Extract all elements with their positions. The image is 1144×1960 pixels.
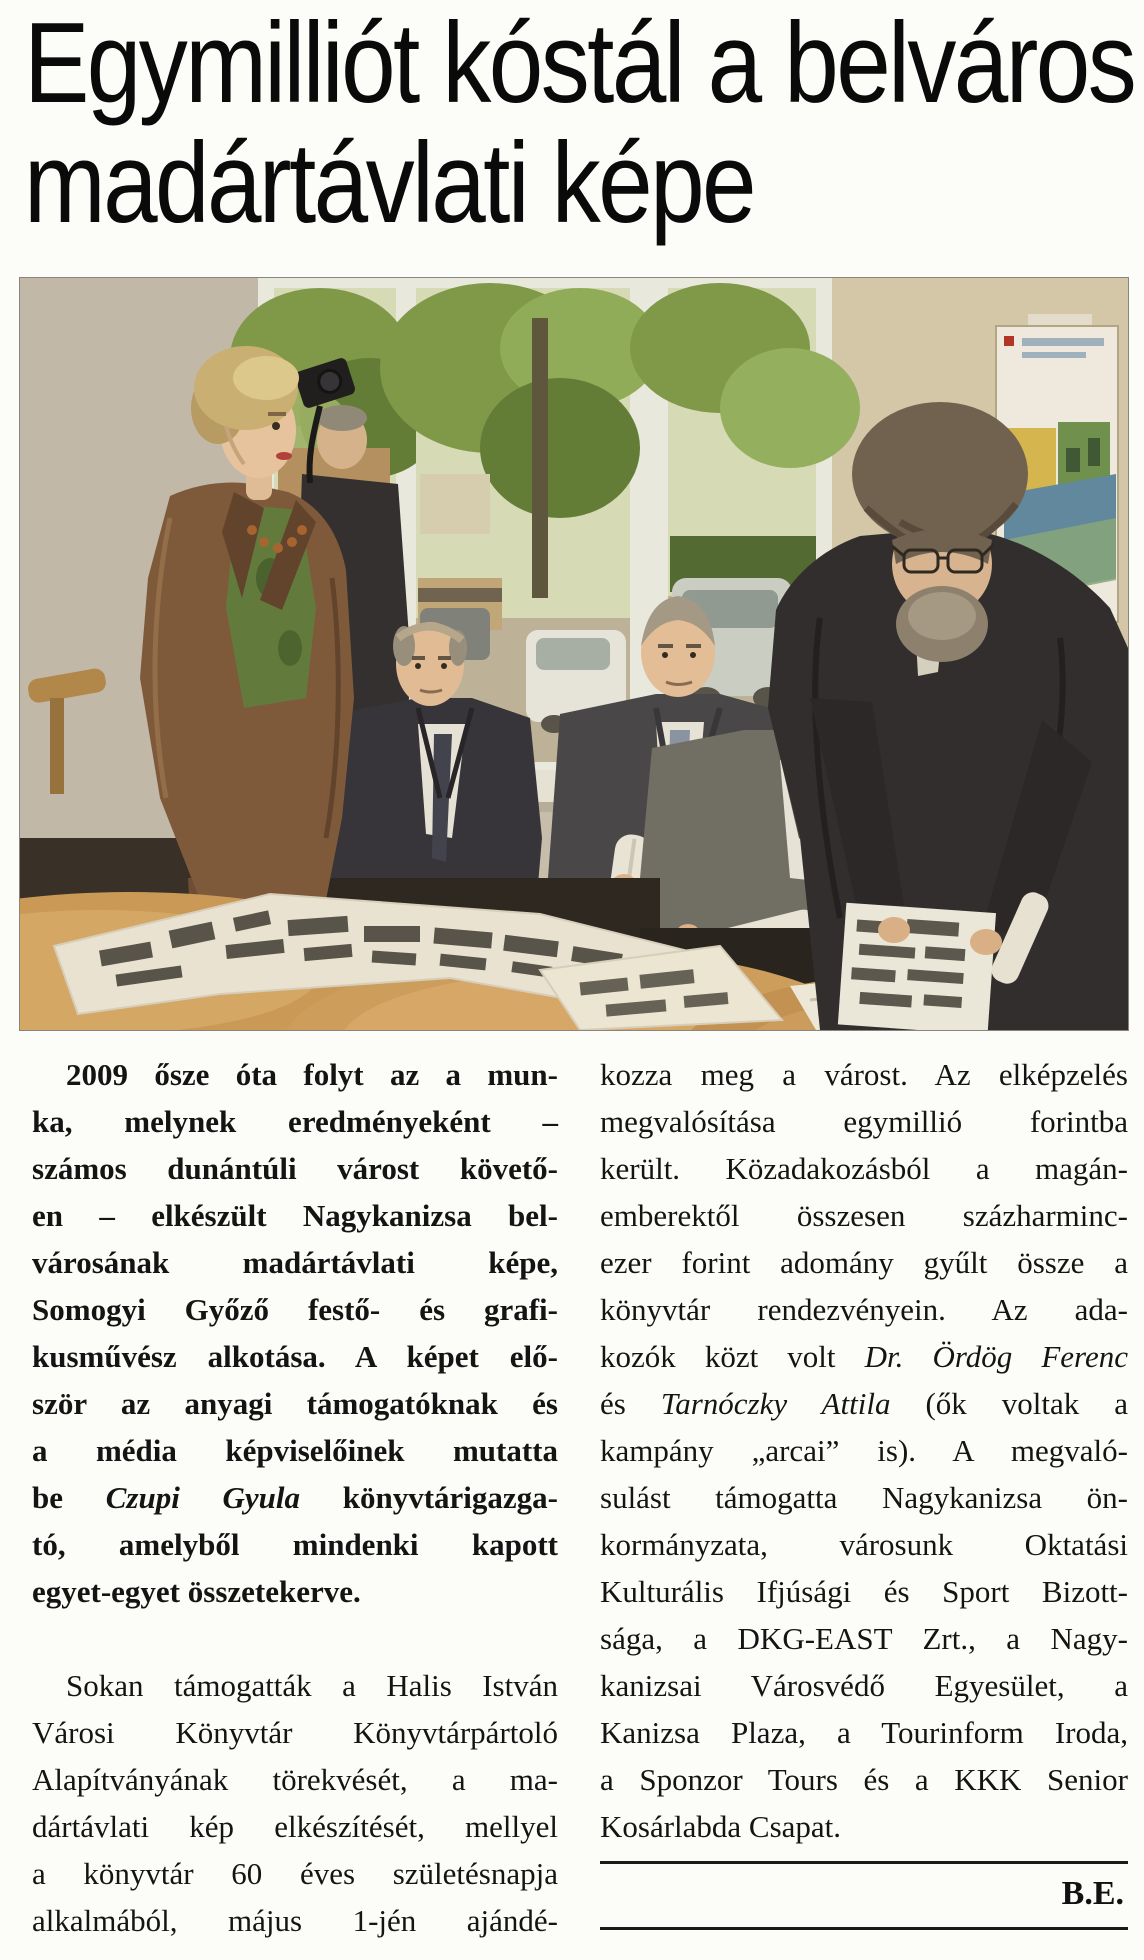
text-line: a könyvtár 60 éves születésnapja	[32, 1856, 558, 1891]
column-left	[32, 1051, 558, 1944]
text-line: került. Közadakozásból a magán-	[600, 1151, 1128, 1186]
headline-text-1: Egymilliót kóstál a belváros	[24, 0, 1135, 127]
signature-rule-bottom	[600, 1927, 1128, 1930]
column-right	[600, 1051, 1128, 1850]
text-line: 2009 ősze óta folyt az a mun-	[66, 1057, 558, 1092]
paragraph-3	[600, 1051, 1128, 1850]
text-line: Városi Könyvtár Könyvtárpártoló	[32, 1715, 558, 1750]
text-line: a média képviselőinek mutatta	[32, 1433, 558, 1468]
text-line: Kanizsa Plaza, a Tourinform Iroda,	[600, 1715, 1128, 1750]
text-line: sága, a DKG-EAST Zrt., a Nagy-	[600, 1621, 1128, 1656]
text-line: egyet-egyet összetekerve.	[32, 1574, 361, 1609]
headline-line-1	[24, 0, 1144, 127]
text-line: kozza meg a várost. Az elképzelés	[600, 1057, 1128, 1092]
text-line: ka, melynek eredményeként –	[32, 1104, 558, 1139]
text-line: ször az anyagi támogatóknak és	[32, 1386, 558, 1421]
text-line: Kosárlabda Csapat.	[600, 1809, 842, 1844]
article-photo	[20, 278, 1128, 1030]
text-line: megvalósítása egymillió forintba	[600, 1104, 1128, 1139]
text-line: emberektől összesen százharminc-	[600, 1198, 1128, 1233]
page-title	[24, 0, 1144, 247]
text-line: városának madártávlati képe,	[32, 1245, 558, 1280]
text-line: kusművész alkotása. A képet elő-	[32, 1339, 558, 1374]
text-line: a Sponzor Tours és a KKK Senior	[600, 1762, 1128, 1797]
text-line: számos dunántúli várost követő-	[32, 1151, 558, 1186]
text-line: Somogyi Győző festő- és grafi-	[32, 1292, 558, 1327]
text-line: kanizsai Városvédő Egyesület, a	[600, 1668, 1128, 1703]
text-line: Sokan támogatták a Halis István	[66, 1668, 558, 1703]
text-line: sulást támogatta Nagykanizsa ön-	[600, 1480, 1128, 1515]
text-line: Kulturális Ifjúsági és Sport Bizott-	[600, 1574, 1128, 1609]
text-line: en – elkészült Nagykanizsa bel-	[32, 1198, 558, 1233]
text-line: kormányzata, városunk Oktatási	[600, 1527, 1128, 1562]
text-line: és Tarnóczky Attila (ők voltak a	[600, 1386, 1128, 1421]
headline-text-2: madártávlati képe	[24, 120, 754, 247]
text-line: dártávlati kép elkészítését, mellyel	[32, 1809, 558, 1844]
text-line: kampány „arcai” is). A megvaló-	[600, 1433, 1128, 1468]
signature-initials: B.E.	[1061, 1875, 1124, 1912]
text-line: ezer forint adomány gyűlt össze a	[600, 1245, 1128, 1280]
text-line: kozók közt volt Dr. Ördög Ferenc	[600, 1339, 1128, 1374]
headline-line-2	[24, 120, 1144, 247]
signature-block	[600, 1861, 1128, 1930]
paragraph-2	[32, 1662, 558, 1944]
text-line: tó, amelyből mindenki kapott	[32, 1527, 558, 1562]
text-line: alkalmából, május 1-jén ajándé-	[32, 1903, 558, 1938]
text-line: Alapítványának törekvését, a ma-	[32, 1762, 558, 1797]
photo-scene	[20, 278, 1128, 1030]
text-line: be Czupi Gyula könyvtárigazga-	[32, 1480, 558, 1515]
text-line: könyvtár rendezvényein. Az ada-	[600, 1292, 1128, 1327]
paragraph-1	[32, 1051, 558, 1615]
